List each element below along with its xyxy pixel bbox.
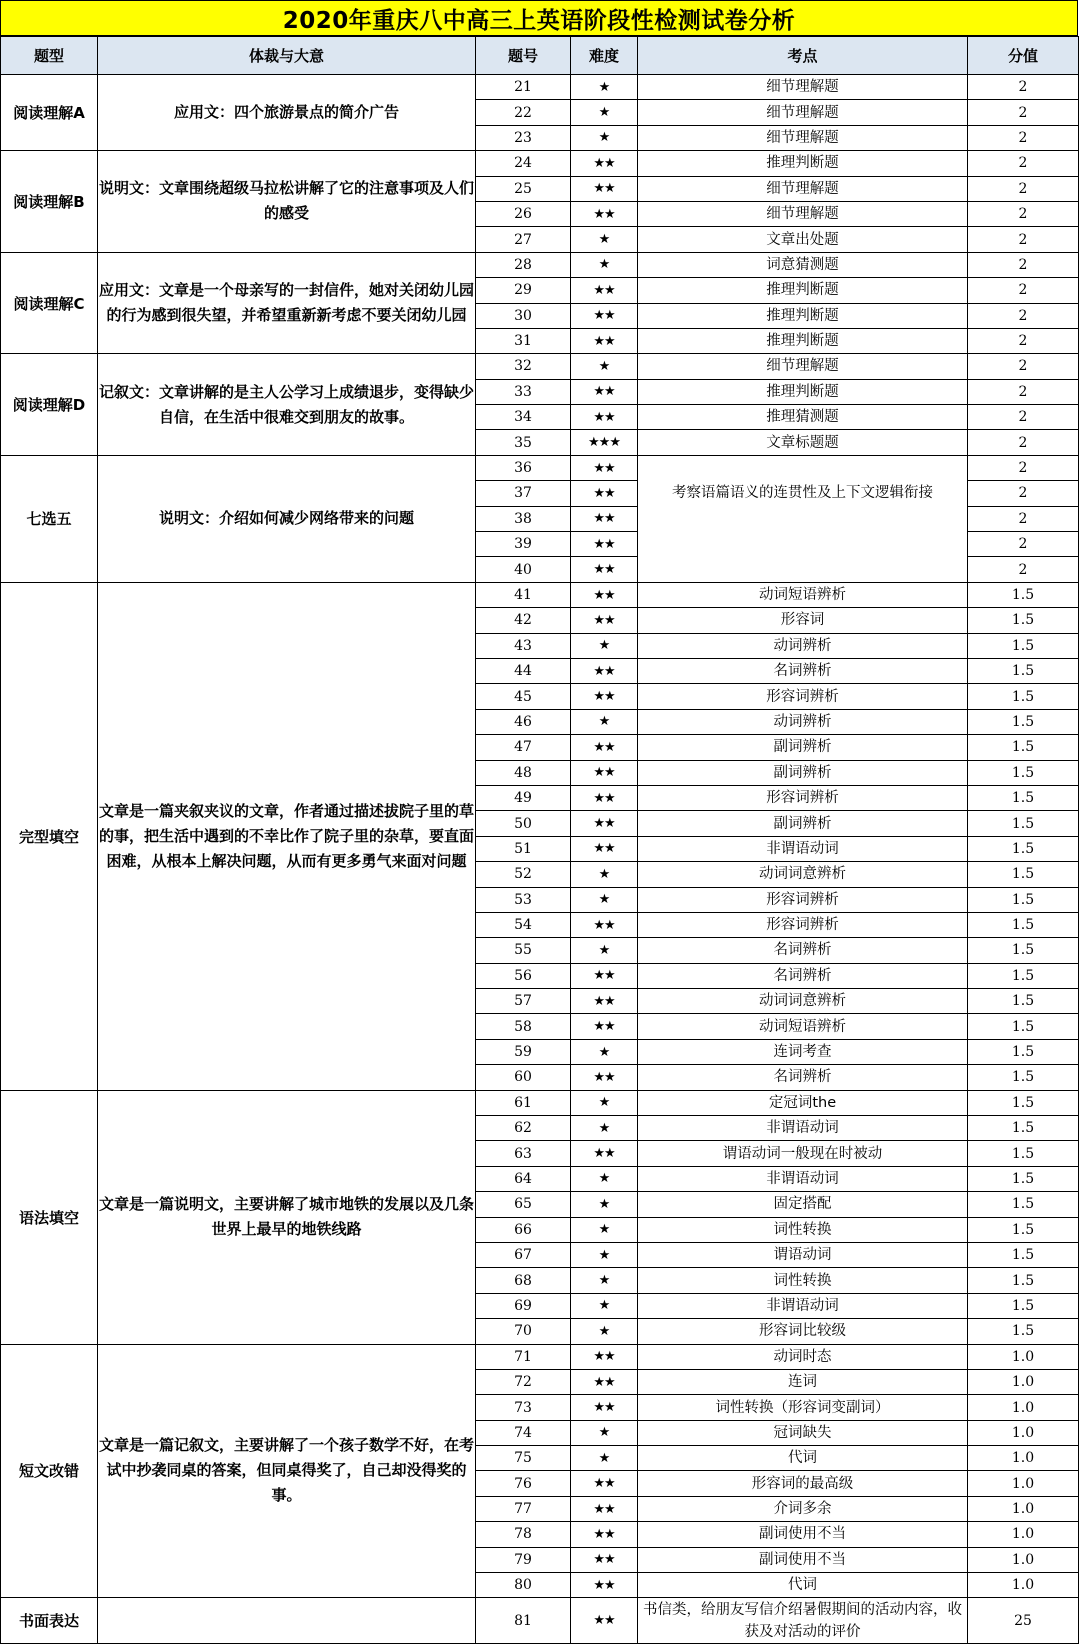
score-value: 1.5: [968, 912, 1079, 937]
test-point: 推理判断题: [638, 278, 968, 303]
question-number: 55: [476, 938, 571, 963]
score-value: 1.5: [968, 989, 1079, 1014]
section-description: 文章是一篇说明文，主要讲解了城市地铁的发展以及几条世界上最早的地铁线路: [98, 1090, 476, 1344]
test-point: 形容词辨析: [638, 684, 968, 709]
table-row: [1, 252, 1079, 277]
score-value: 1.5: [968, 760, 1079, 785]
difficulty-stars: ★: [571, 1039, 638, 1064]
section-description: 记叙文：文章讲解的是主人公学习上成绩退步，变得缺少自信，在生活中很难交到朋友的故事。: [98, 354, 476, 456]
question-number: 71: [476, 1344, 571, 1369]
table-row: [1, 582, 1079, 607]
question-number: 42: [476, 608, 571, 633]
difficulty-stars: ★: [571, 1217, 638, 1242]
score-value: 2: [968, 379, 1079, 404]
test-point: 固定搭配: [638, 1192, 968, 1217]
score-value: 1.0: [968, 1395, 1079, 1420]
difficulty-stars: ★★: [571, 1547, 638, 1572]
score-value: 1.5: [968, 1116, 1079, 1141]
score-value: 1.5: [968, 1217, 1079, 1242]
question-number: 21: [476, 75, 571, 100]
test-point: 副词使用不当: [638, 1547, 968, 1572]
score-value: 1.0: [968, 1344, 1079, 1369]
score-value: 25: [968, 1598, 1079, 1644]
test-point: 名词辨析: [638, 963, 968, 988]
table-row: [1, 1344, 1079, 1369]
question-number: 35: [476, 430, 571, 455]
difficulty-stars: ★: [571, 1268, 638, 1293]
test-point: 词意猜测题: [638, 252, 968, 277]
score-value: 1.0: [968, 1522, 1079, 1547]
difficulty-stars: ★: [571, 252, 638, 277]
question-number: 52: [476, 862, 571, 887]
difficulty-stars: ★: [571, 709, 638, 734]
difficulty-stars: ★★: [571, 1598, 638, 1644]
question-number: 48: [476, 760, 571, 785]
score-value: 1.5: [968, 1141, 1079, 1166]
question-number: 75: [476, 1446, 571, 1471]
difficulty-stars: ★★: [571, 328, 638, 353]
question-number: 54: [476, 912, 571, 937]
score-value: 2: [968, 455, 1079, 480]
test-point: 动词时态: [638, 1344, 968, 1369]
section-type: 短文改错: [1, 1344, 98, 1598]
difficulty-stars: ★★: [571, 379, 638, 404]
test-point: 形容词比较级: [638, 1319, 968, 1344]
score-value: 2: [968, 100, 1079, 125]
test-point: 推理猜测题: [638, 405, 968, 430]
question-number: 72: [476, 1369, 571, 1394]
score-value: 1.5: [968, 1166, 1079, 1191]
header-difficulty: 难度: [571, 37, 638, 75]
difficulty-stars: ★: [571, 1192, 638, 1217]
question-number: 26: [476, 201, 571, 226]
analysis-table: [0, 36, 1079, 1644]
score-value: 1.5: [968, 709, 1079, 734]
question-number: 81: [476, 1598, 571, 1644]
section-description: 文章是一篇记叙文，主要讲解了一个孩子数学不好，在考试中抄袭同桌的答案，但同桌得奖了，自己却没得奖的事。: [98, 1344, 476, 1598]
table-body: [1, 75, 1079, 1644]
section-type: 阅读理解D: [1, 354, 98, 456]
question-number: 29: [476, 278, 571, 303]
difficulty-stars: ★★: [571, 176, 638, 201]
question-number: 68: [476, 1268, 571, 1293]
score-value: 2: [968, 328, 1079, 353]
score-value: 1.5: [968, 735, 1079, 760]
difficulty-stars: ★: [571, 1166, 638, 1191]
difficulty-stars: ★: [571, 354, 638, 379]
test-point: 副词使用不当: [638, 1522, 968, 1547]
score-value: 2: [968, 532, 1079, 557]
score-value: 2: [968, 125, 1079, 150]
score-value: 1.5: [968, 836, 1079, 861]
test-point: 细节理解题: [638, 354, 968, 379]
question-number: 67: [476, 1242, 571, 1267]
score-value: 2: [968, 252, 1079, 277]
table-row: [1, 151, 1079, 176]
score-value: 1.5: [968, 1192, 1079, 1217]
difficulty-stars: ★★: [571, 1522, 638, 1547]
question-number: 28: [476, 252, 571, 277]
score-value: 1.5: [968, 1014, 1079, 1039]
question-number: 64: [476, 1166, 571, 1191]
question-number: 46: [476, 709, 571, 734]
section-description: 应用文：文章是一个母亲写的一封信件，她对关闭幼儿园的行为感到很失望，并希望重新新考虑不要关闭幼儿园: [98, 252, 476, 354]
test-point: 动词短语辨析: [638, 582, 968, 607]
score-value: 2: [968, 176, 1079, 201]
question-number: 44: [476, 658, 571, 683]
score-value: 1.0: [968, 1496, 1079, 1521]
test-point: 非谓语动词: [638, 1166, 968, 1191]
question-number: 59: [476, 1039, 571, 1064]
test-point: 非谓语动词: [638, 836, 968, 861]
test-point: 非谓语动词: [638, 1293, 968, 1318]
test-point: 形容词辨析: [638, 912, 968, 937]
question-number: 25: [476, 176, 571, 201]
difficulty-stars: ★★: [571, 1395, 638, 1420]
question-number: 32: [476, 354, 571, 379]
section-description: 应用文：四个旅游景点的简介广告: [98, 75, 476, 151]
test-point: 细节理解题: [638, 201, 968, 226]
section-description: [98, 1598, 476, 1644]
score-value: 1.5: [968, 1268, 1079, 1293]
question-number: 36: [476, 455, 571, 480]
score-value: 2: [968, 557, 1079, 582]
score-value: 1.0: [968, 1369, 1079, 1394]
test-point: 介词多余: [638, 1496, 968, 1521]
test-point: 动词词意辨析: [638, 862, 968, 887]
question-number: 34: [476, 405, 571, 430]
score-value: 1.5: [968, 811, 1079, 836]
question-number: 79: [476, 1547, 571, 1572]
difficulty-stars: ★★: [571, 735, 638, 760]
score-value: 2: [968, 278, 1079, 303]
test-point: 形容词的最高级: [638, 1471, 968, 1496]
difficulty-stars: ★★★: [571, 430, 638, 455]
difficulty-stars: ★★: [571, 760, 638, 785]
score-value: 1.5: [968, 1242, 1079, 1267]
score-value: 1.5: [968, 887, 1079, 912]
sheet-title: 2020年重庆八中高三上英语阶段性检测试卷分析: [0, 0, 1078, 36]
difficulty-stars: ★: [571, 1116, 638, 1141]
test-point: 形容词辨析: [638, 785, 968, 810]
difficulty-stars: ★★: [571, 785, 638, 810]
question-number: 61: [476, 1090, 571, 1115]
table-row: [1, 354, 1079, 379]
question-number: 66: [476, 1217, 571, 1242]
question-number: 50: [476, 811, 571, 836]
difficulty-stars: ★: [571, 100, 638, 125]
score-value: 1.5: [968, 608, 1079, 633]
section-type: 阅读理解A: [1, 75, 98, 151]
score-value: 1.0: [968, 1547, 1079, 1572]
score-value: 2: [968, 354, 1079, 379]
question-number: 31: [476, 328, 571, 353]
difficulty-stars: ★★: [571, 532, 638, 557]
header-point: 考点: [638, 37, 968, 75]
difficulty-stars: ★: [571, 227, 638, 252]
test-point: 文章标题题: [638, 430, 968, 455]
question-number: 77: [476, 1496, 571, 1521]
question-number: 45: [476, 684, 571, 709]
section-type: 语法填空: [1, 1090, 98, 1344]
section-type: 完型填空: [1, 582, 98, 1090]
test-point: 细节理解题: [638, 176, 968, 201]
question-number: 40: [476, 557, 571, 582]
difficulty-stars: ★★: [571, 1014, 638, 1039]
header-score: 分值: [968, 37, 1079, 75]
test-point: 细节理解题: [638, 100, 968, 125]
difficulty-stars: ★★: [571, 1065, 638, 1090]
test-point: 文章出处题: [638, 227, 968, 252]
score-value: 2: [968, 506, 1079, 531]
test-point: 动词辨析: [638, 709, 968, 734]
difficulty-stars: ★: [571, 1242, 638, 1267]
difficulty-stars: ★★: [571, 912, 638, 937]
difficulty-stars: ★★: [571, 684, 638, 709]
question-number: 56: [476, 963, 571, 988]
difficulty-stars: ★: [571, 1420, 638, 1445]
score-value: 1.0: [968, 1420, 1079, 1445]
question-number: 73: [476, 1395, 571, 1420]
test-point: 词性转换: [638, 1217, 968, 1242]
difficulty-stars: ★★: [571, 811, 638, 836]
test-point: 书信类，给朋友写信介绍暑假期间的活动内容，收获及对活动的评价: [638, 1598, 968, 1644]
test-point: 细节理解题: [638, 125, 968, 150]
difficulty-stars: ★: [571, 633, 638, 658]
score-value: 1.5: [968, 862, 1079, 887]
question-number: 41: [476, 582, 571, 607]
test-point: 冠词缺失: [638, 1420, 968, 1445]
section-type: 阅读理解B: [1, 151, 98, 253]
difficulty-stars: ★: [571, 1446, 638, 1471]
difficulty-stars: ★★: [571, 481, 638, 506]
difficulty-stars: ★: [571, 1293, 638, 1318]
score-value: 1.5: [968, 1319, 1079, 1344]
score-value: 2: [968, 303, 1079, 328]
test-point: 连词考查: [638, 1039, 968, 1064]
test-point: 词性转换: [638, 1268, 968, 1293]
score-value: 1.5: [968, 1039, 1079, 1064]
header-num: 题号: [476, 37, 571, 75]
difficulty-stars: ★★: [571, 582, 638, 607]
difficulty-stars: ★★: [571, 658, 638, 683]
difficulty-stars: ★★: [571, 1573, 638, 1598]
difficulty-stars: ★★: [571, 455, 638, 480]
test-point: 动词辨析: [638, 633, 968, 658]
difficulty-stars: ★★: [571, 506, 638, 531]
score-value: 1.0: [968, 1471, 1079, 1496]
test-point: 副词辨析: [638, 760, 968, 785]
difficulty-stars: ★★: [571, 989, 638, 1014]
section-description: 文章是一篇夹叙夹议的文章，作者通过描述拔院子里的草的事，把生活中遇到的不幸比作了院子里的杂草，要直面困难，从根本上解决问题，从而有更多勇气来面对问题: [98, 582, 476, 1090]
question-number: 70: [476, 1319, 571, 1344]
test-point: 定冠词the: [638, 1090, 968, 1115]
test-point: 动词词意辨析: [638, 989, 968, 1014]
test-point: 推理判断题: [638, 151, 968, 176]
test-point: 推理判断题: [638, 303, 968, 328]
test-point: 推理判断题: [638, 379, 968, 404]
difficulty-stars: ★★: [571, 303, 638, 328]
question-number: 47: [476, 735, 571, 760]
score-value: 1.5: [968, 963, 1079, 988]
difficulty-stars: ★: [571, 125, 638, 150]
difficulty-stars: ★★: [571, 963, 638, 988]
difficulty-stars: ★★: [571, 557, 638, 582]
section-description: 说明文：介绍如何减少网络带来的问题: [98, 455, 476, 582]
difficulty-stars: ★★: [571, 201, 638, 226]
score-value: 1.5: [968, 633, 1079, 658]
difficulty-stars: ★: [571, 1319, 638, 1344]
test-point: 名词辨析: [638, 658, 968, 683]
score-value: 1.5: [968, 582, 1079, 607]
test-point: 非谓语动词: [638, 1116, 968, 1141]
difficulty-stars: ★★: [571, 278, 638, 303]
test-point: 形容词: [638, 608, 968, 633]
test-point: 动词短语辨析: [638, 1014, 968, 1039]
difficulty-stars: ★★: [571, 1369, 638, 1394]
question-number: 65: [476, 1192, 571, 1217]
question-number: 49: [476, 785, 571, 810]
question-number: 27: [476, 227, 571, 252]
test-point: 副词辨析: [638, 735, 968, 760]
test-point: 名词辨析: [638, 938, 968, 963]
test-point: 词性转换（形容词变副词）: [638, 1395, 968, 1420]
score-value: 1.5: [968, 1090, 1079, 1115]
question-number: 33: [476, 379, 571, 404]
score-value: 1.5: [968, 658, 1079, 683]
question-number: 24: [476, 151, 571, 176]
question-number: 22: [476, 100, 571, 125]
question-number: 69: [476, 1293, 571, 1318]
header-type: 题型: [1, 37, 98, 75]
test-point: 细节理解题: [638, 75, 968, 100]
question-number: 74: [476, 1420, 571, 1445]
difficulty-stars: ★★: [571, 151, 638, 176]
test-point: 代词: [638, 1573, 968, 1598]
test-point: 推理判断题: [638, 328, 968, 353]
test-point: 副词辨析: [638, 811, 968, 836]
table-row: [1, 455, 1079, 480]
question-number: 62: [476, 1116, 571, 1141]
difficulty-stars: ★★: [571, 1344, 638, 1369]
header-row: [1, 37, 1079, 75]
question-number: 38: [476, 506, 571, 531]
score-value: 2: [968, 405, 1079, 430]
difficulty-stars: ★★: [571, 1496, 638, 1521]
question-number: 23: [476, 125, 571, 150]
test-point: 代词: [638, 1446, 968, 1471]
difficulty-stars: ★: [571, 887, 638, 912]
question-number: 58: [476, 1014, 571, 1039]
score-value: 1.5: [968, 1293, 1079, 1318]
test-point: 形容词辨析: [638, 887, 968, 912]
question-number: 63: [476, 1141, 571, 1166]
question-number: 76: [476, 1471, 571, 1496]
difficulty-stars: ★: [571, 938, 638, 963]
question-number: 30: [476, 303, 571, 328]
question-number: 78: [476, 1522, 571, 1547]
score-value: 1.0: [968, 1573, 1079, 1598]
question-number: 39: [476, 532, 571, 557]
score-value: 1.5: [968, 938, 1079, 963]
section-type: 阅读理解C: [1, 252, 98, 354]
section-description: 说明文：文章围绕超级马拉松讲解了它的注意事项及人们的感受: [98, 151, 476, 253]
score-value: 2: [968, 481, 1079, 506]
difficulty-stars: ★★: [571, 836, 638, 861]
question-number: 37: [476, 481, 571, 506]
question-number: 57: [476, 989, 571, 1014]
score-value: 2: [968, 75, 1079, 100]
table-row: [1, 75, 1079, 100]
table-row: [1, 1090, 1079, 1115]
score-value: 2: [968, 151, 1079, 176]
test-point: 谓语动词: [638, 1242, 968, 1267]
table-row: [1, 1598, 1079, 1644]
difficulty-stars: ★★: [571, 405, 638, 430]
test-point: 名词辨析: [638, 1065, 968, 1090]
score-value: 2: [968, 201, 1079, 226]
difficulty-stars: ★: [571, 862, 638, 887]
section-type: 七选五: [1, 455, 98, 582]
test-point: 谓语动词一般现在时被动: [638, 1141, 968, 1166]
question-number: 43: [476, 633, 571, 658]
score-value: 1.5: [968, 1065, 1079, 1090]
difficulty-stars: ★: [571, 1090, 638, 1115]
difficulty-stars: ★★: [571, 1141, 638, 1166]
test-point: 连词: [638, 1369, 968, 1394]
score-value: 1.0: [968, 1446, 1079, 1471]
test-point-shared: 考察语篇语义的连贯性及上下文逻辑衔接: [638, 455, 968, 582]
score-value: 1.5: [968, 684, 1079, 709]
difficulty-stars: ★★: [571, 1471, 638, 1496]
question-number: 80: [476, 1573, 571, 1598]
difficulty-stars: ★: [571, 75, 638, 100]
score-value: 1.5: [968, 785, 1079, 810]
question-number: 51: [476, 836, 571, 861]
score-value: 2: [968, 430, 1079, 455]
score-value: 2: [968, 227, 1079, 252]
question-number: 53: [476, 887, 571, 912]
section-type: 书面表达: [1, 1598, 98, 1644]
question-number: 60: [476, 1065, 571, 1090]
difficulty-stars: ★★: [571, 608, 638, 633]
header-genre: 体裁与大意: [98, 37, 476, 75]
